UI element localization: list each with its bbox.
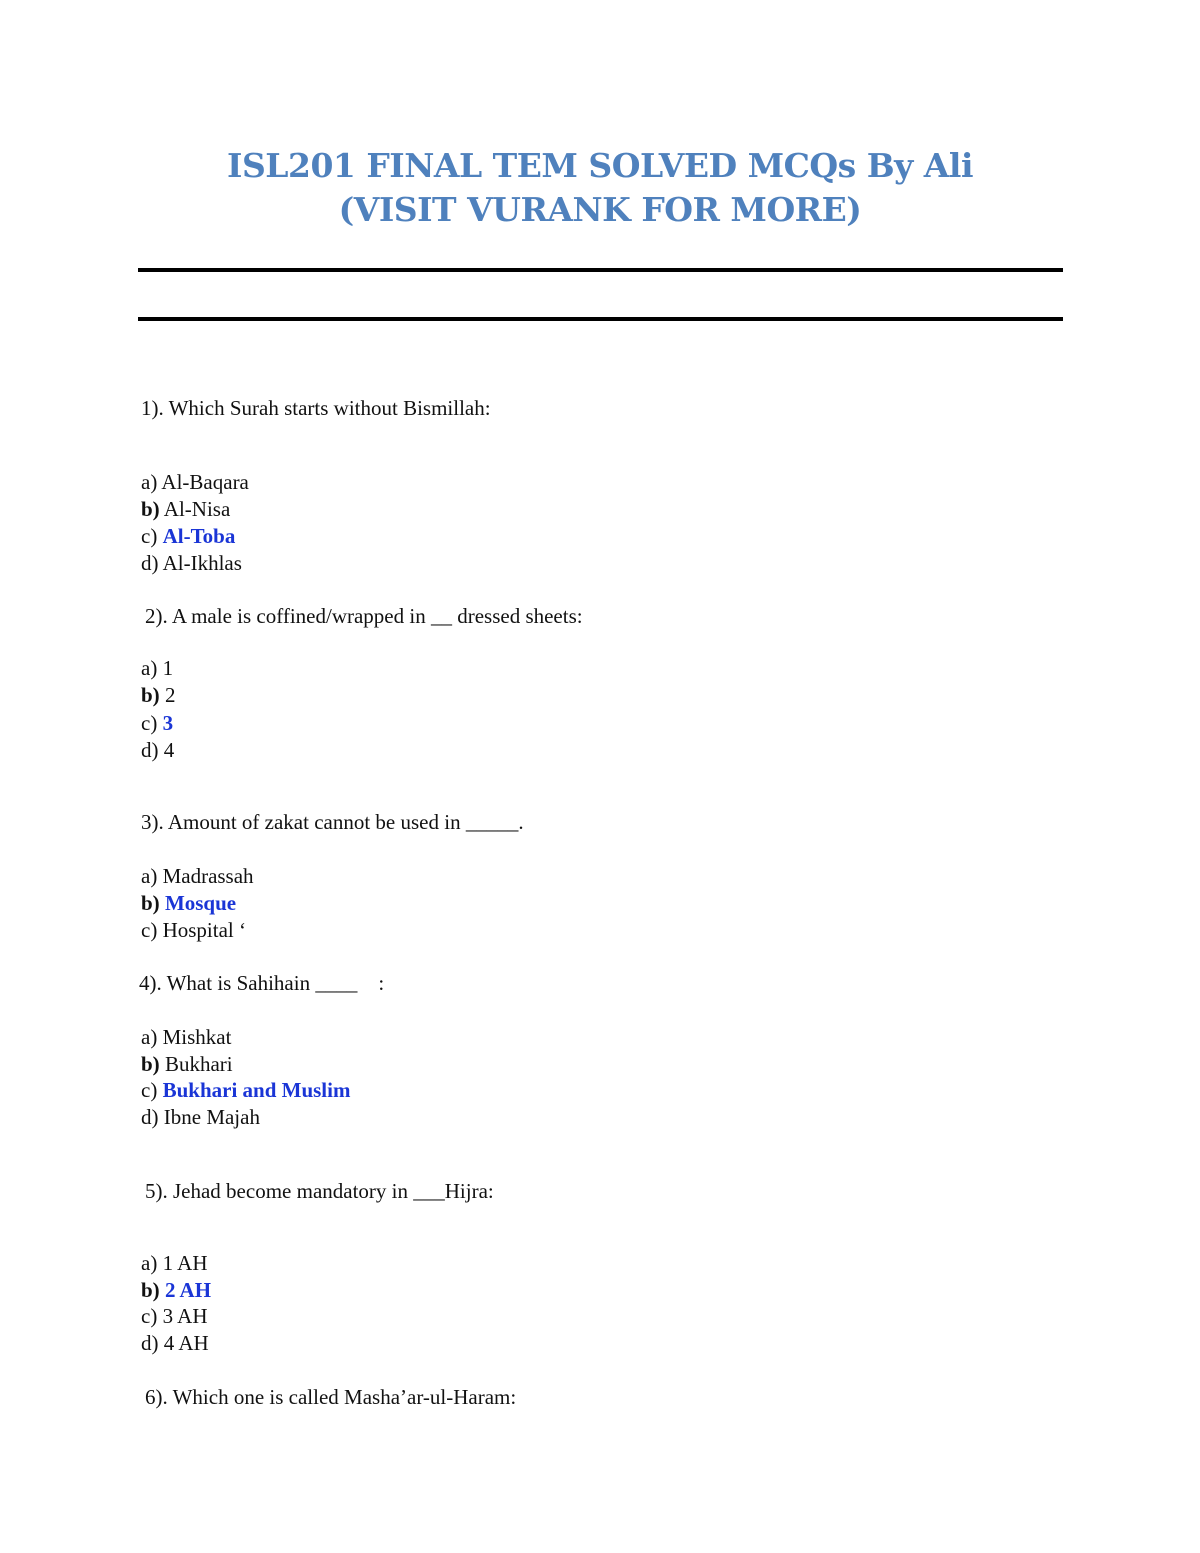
option-1a: a) Al-Baqara bbox=[141, 470, 249, 494]
correct-answer: Bukhari and Muslim bbox=[162, 1078, 351, 1102]
option-5d: d) 4 AH bbox=[141, 1331, 209, 1355]
divider-top bbox=[138, 268, 1063, 272]
question-4: 4). What is Sahihain ____ : bbox=[139, 971, 385, 995]
option-4b: b) Bukhari bbox=[141, 1052, 233, 1076]
option-2d: d) 4 bbox=[141, 738, 175, 762]
document-subtitle: (VISIT VURANK FOR MORE) bbox=[338, 190, 862, 229]
option-3b: b) Mosque bbox=[141, 891, 237, 915]
correct-answer: Mosque bbox=[164, 891, 237, 915]
divider-bottom bbox=[138, 317, 1063, 321]
option-2c: c) 3 bbox=[141, 711, 174, 735]
question-1: 1). Which Surah starts without Bismillah: bbox=[141, 396, 491, 420]
option-2b: b) 2 bbox=[141, 683, 176, 707]
correct-answer: 2 AH bbox=[164, 1278, 212, 1302]
option-5b: b) 2 AH bbox=[141, 1278, 212, 1302]
option-5c: c) 3 AH bbox=[141, 1304, 208, 1328]
option-3c: c) Hospital ‘ bbox=[141, 918, 246, 942]
correct-answer: Al-Toba bbox=[162, 524, 236, 548]
option-4d: d) Ibne Majah bbox=[141, 1105, 260, 1129]
option-1b: b) Al-Nisa bbox=[141, 497, 231, 521]
option-5a: a) 1 AH bbox=[141, 1251, 208, 1275]
question-3: 3). Amount of zakat cannot be used in _____. bbox=[141, 810, 524, 834]
option-4a: a) Mishkat bbox=[141, 1025, 232, 1049]
option-4c: c) Bukhari and Muslim bbox=[141, 1078, 351, 1102]
question-5: 5). Jehad become mandatory in ___Hijra: bbox=[145, 1179, 494, 1203]
question-6: 6). Which one is called Masha’ar-ul-Haram: bbox=[145, 1385, 517, 1409]
option-3a: a) Madrassah bbox=[141, 864, 254, 888]
correct-answer: 3 bbox=[162, 711, 174, 735]
document-title: ISL201 FINAL TEM SOLVED MCQs By Ali bbox=[227, 146, 973, 185]
question-2: 2). A male is coffined/wrapped in __ dressed sheets: bbox=[145, 604, 583, 628]
option-1d: d) Al-Ikhlas bbox=[141, 551, 242, 575]
option-2a: a) 1 bbox=[141, 656, 174, 680]
option-1c: c) Al-Toba bbox=[141, 524, 236, 548]
